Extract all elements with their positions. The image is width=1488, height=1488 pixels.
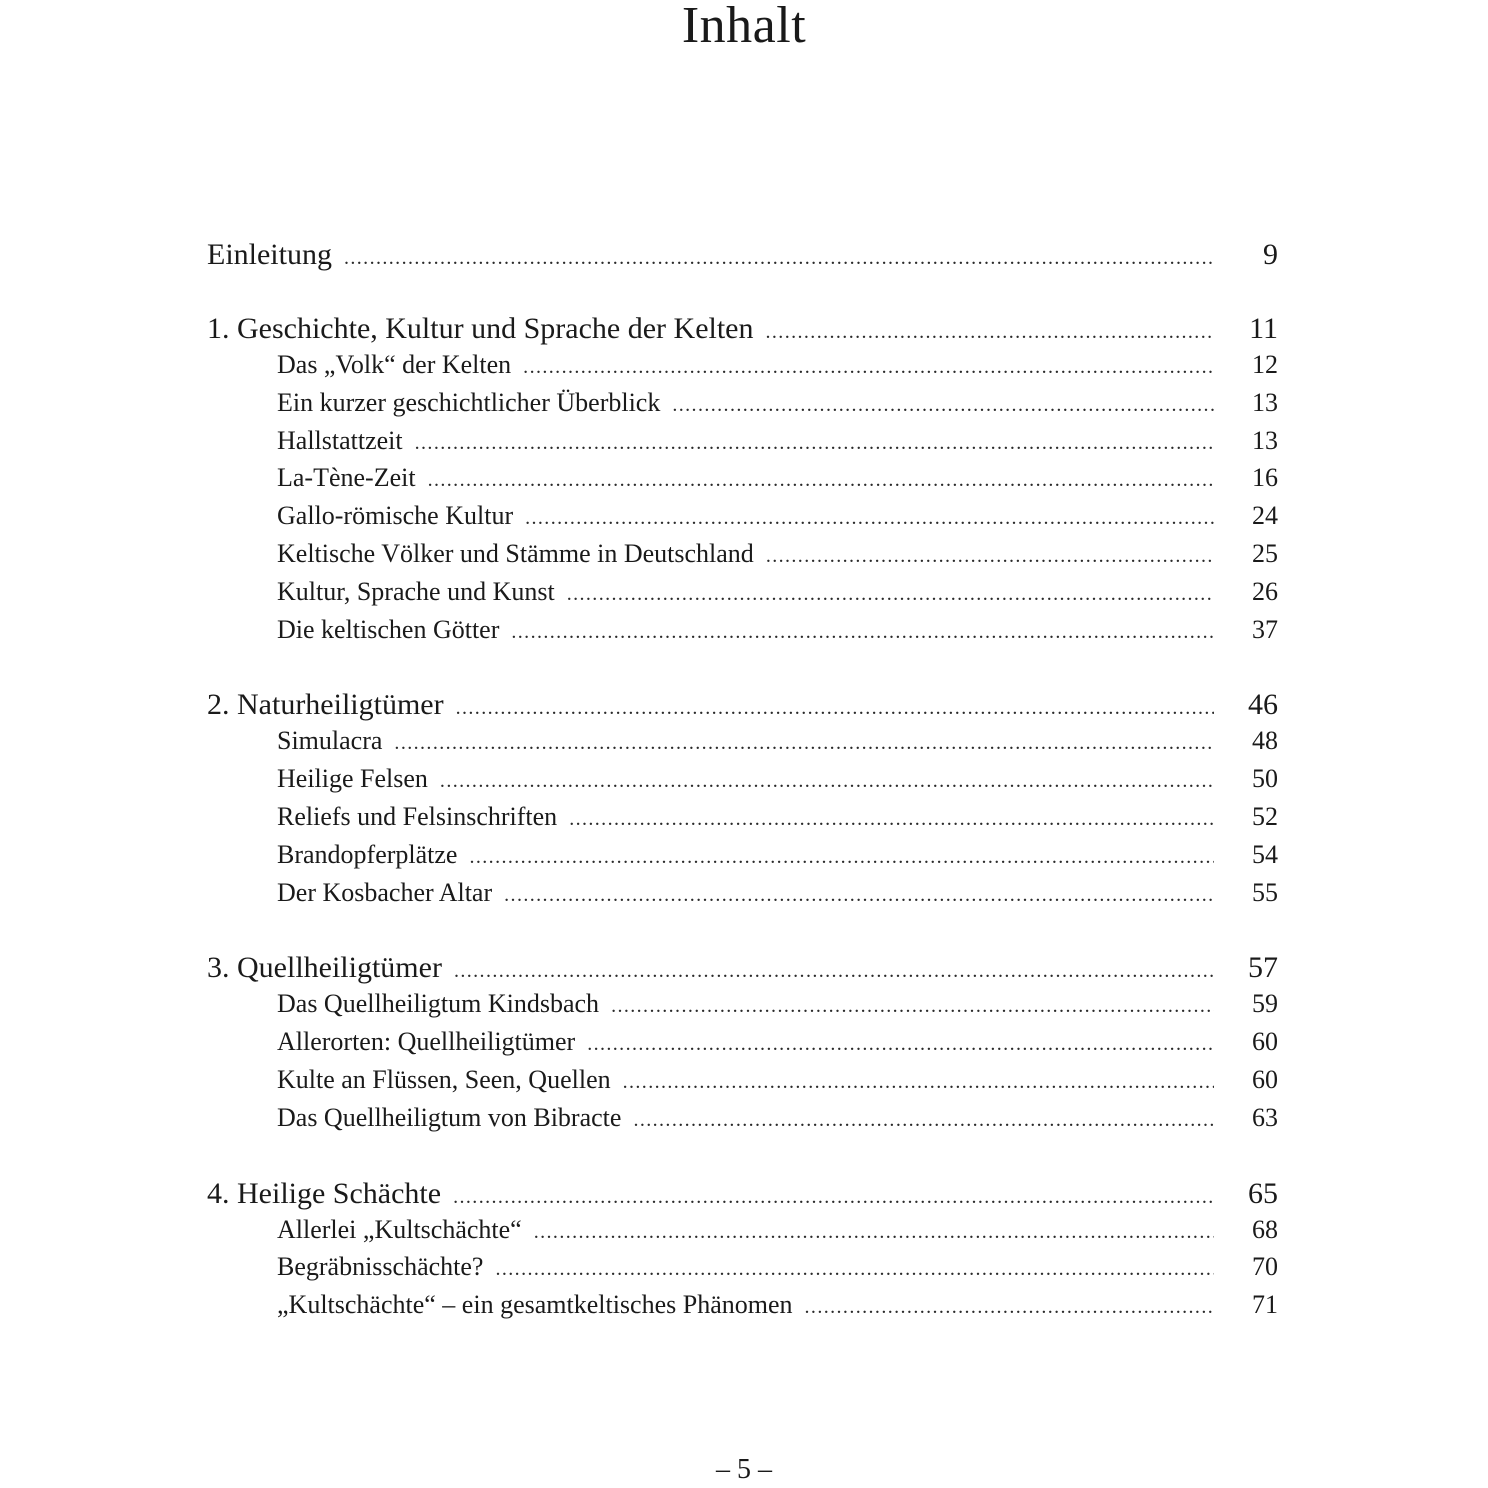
toc-entry-page: 54 (1252, 839, 1278, 869)
toc-section-entry (207, 802, 1278, 840)
toc-entry-page: 52 (1252, 801, 1278, 831)
toc-chapter-entry (207, 238, 1278, 276)
toc-dot-leader (611, 995, 1214, 1018)
toc-section-entry (207, 1215, 1278, 1253)
toc-entry-label: Einleitung (207, 238, 332, 271)
toc-entry-label: 1. Geschichte, Kultur und Sprache der Kelten (207, 312, 754, 345)
toc-section-entry (207, 539, 1278, 577)
toc-dot-leader (633, 1109, 1214, 1132)
toc-entry-page: 60 (1252, 1027, 1278, 1057)
toc-entry-label: Das „Volk“ der Kelten (277, 350, 512, 379)
toc-entry-label: Allerorten: Quellheiligtümer (277, 1027, 576, 1057)
toc-entry-label: Kultur, Sprache und Kunst (277, 576, 555, 606)
toc-entry-page: 13 (1252, 425, 1278, 455)
toc-dot-leader (469, 846, 1214, 869)
toc-entry-page: 65 (1248, 1176, 1278, 1210)
toc-entry-page: 26 (1252, 576, 1278, 606)
toc-entry-page: 55 (1252, 877, 1278, 907)
toc-section-entry (207, 426, 1278, 464)
toc-entry-label: Simulacra (277, 726, 383, 756)
toc-dot-leader (415, 432, 1214, 455)
toc-entry-page: 50 (1252, 764, 1278, 794)
toc-dot-leader (511, 621, 1214, 644)
toc-section-entry (207, 1065, 1278, 1103)
toc-entry-label: Das Quellheiligtum von Bibracte (277, 1102, 622, 1132)
toc-section-entry (207, 501, 1278, 539)
toc-dot-leader (805, 1296, 1214, 1319)
toc-entry-page: 37 (1252, 614, 1278, 644)
toc-entry-page: 13 (1252, 387, 1278, 417)
toc-dot-leader (766, 545, 1214, 568)
toc-entry-page: 70 (1252, 1252, 1278, 1282)
toc-entry-label: Der Kosbacher Altar (277, 877, 493, 907)
page-number: – 5 – (716, 1454, 772, 1485)
toc-dot-leader (504, 884, 1214, 907)
table-of-contents (207, 238, 1278, 1328)
toc-section-entry (207, 840, 1278, 878)
page-title: Inhalt (681, 0, 807, 54)
toc-section-entry (207, 577, 1278, 615)
toc-chapter-entry (207, 312, 1278, 350)
toc-section-entry (207, 615, 1278, 653)
toc-entry-label: Allerlei „Kultschächte“ (277, 1214, 522, 1244)
toc-section-entry (207, 388, 1278, 426)
toc-entry-page: 9 (1263, 238, 1278, 271)
toc-dot-leader (623, 1071, 1214, 1094)
toc-entry-label: 3. Quellheiligtümer (207, 951, 442, 985)
toc-dot-leader (587, 1033, 1214, 1056)
toc-dot-leader (534, 1221, 1214, 1244)
toc-entry-label: 2. Naturheiligtümer (207, 688, 444, 722)
toc-dot-leader (394, 732, 1214, 755)
toc-entry-page: 63 (1252, 1102, 1278, 1132)
toc-entry-page: 59 (1252, 989, 1278, 1019)
toc-entry-page: 11 (1249, 312, 1278, 345)
toc-entry-page: 25 (1252, 538, 1278, 568)
toc-chapter-entry (207, 688, 1278, 726)
toc-section-entry (207, 1027, 1278, 1065)
toc-entry-label: Brandopferplätze (277, 839, 458, 869)
toc-section-entry (207, 463, 1278, 501)
toc-dot-leader (495, 1258, 1214, 1281)
toc-dot-leader (567, 583, 1214, 606)
toc-entry-label: La-Tène-Zeit (277, 463, 416, 493)
toc-section-entry (207, 1290, 1278, 1328)
toc-entry-label: Reliefs und Felsinschriften (277, 801, 558, 831)
toc-entry-label: „Kultschächte“ – ein gesamtkeltisches Phänomen (277, 1290, 793, 1320)
toc-entry-page: 16 (1252, 463, 1278, 493)
toc-entry-label: Die keltischen Götter (277, 614, 500, 644)
toc-dot-leader (344, 247, 1214, 270)
toc-dot-leader (525, 507, 1214, 530)
toc-entry-label: Begräbnisschächte? (277, 1252, 484, 1282)
toc-entry-label: Ein kurzer geschichtlicher Überblick (277, 387, 661, 417)
toc-dot-leader (456, 697, 1214, 720)
toc-section-entry (207, 350, 1278, 388)
toc-entry-page: 68 (1252, 1214, 1278, 1244)
toc-dot-leader (440, 770, 1214, 793)
toc-entry-label: Gallo-römische Kultur (277, 501, 514, 531)
toc-section-entry (207, 878, 1278, 916)
toc-entry-label: 4. Heilige Schächte (207, 1176, 442, 1210)
toc-section-entry (207, 989, 1278, 1027)
toc-dot-leader (672, 394, 1214, 417)
toc-dot-leader (523, 356, 1214, 379)
toc-section-entry (207, 1103, 1278, 1141)
toc-entry-label: Keltische Völker und Stämme in Deutschland (277, 538, 754, 568)
toc-entry-page: 71 (1252, 1290, 1278, 1320)
toc-dot-leader (453, 1186, 1214, 1209)
toc-section-entry (207, 726, 1278, 764)
toc-dot-leader (766, 321, 1215, 344)
toc-chapter-entry (207, 1177, 1278, 1215)
toc-entry-page: 48 (1252, 726, 1278, 756)
toc-entry-label: Hallstattzeit (277, 425, 403, 455)
toc-entry-page: 46 (1248, 688, 1278, 722)
toc-entry-page: 12 (1252, 350, 1278, 379)
toc-entry-page: 57 (1248, 951, 1278, 985)
toc-dot-leader (428, 469, 1214, 492)
toc-entry-page: 24 (1252, 501, 1278, 531)
toc-entry-label: Das Quellheiligtum Kindsbach (277, 989, 600, 1019)
toc-dot-leader (569, 808, 1214, 831)
toc-chapter-entry (207, 951, 1278, 989)
toc-entry-label: Heilige Felsen (277, 764, 428, 794)
toc-section-entry (207, 764, 1278, 802)
toc-entry-page: 60 (1252, 1064, 1278, 1094)
toc-dot-leader (454, 960, 1214, 983)
toc-section-entry (207, 1252, 1278, 1290)
toc-entry-label: Kulte an Flüssen, Seen, Quellen (277, 1064, 611, 1094)
